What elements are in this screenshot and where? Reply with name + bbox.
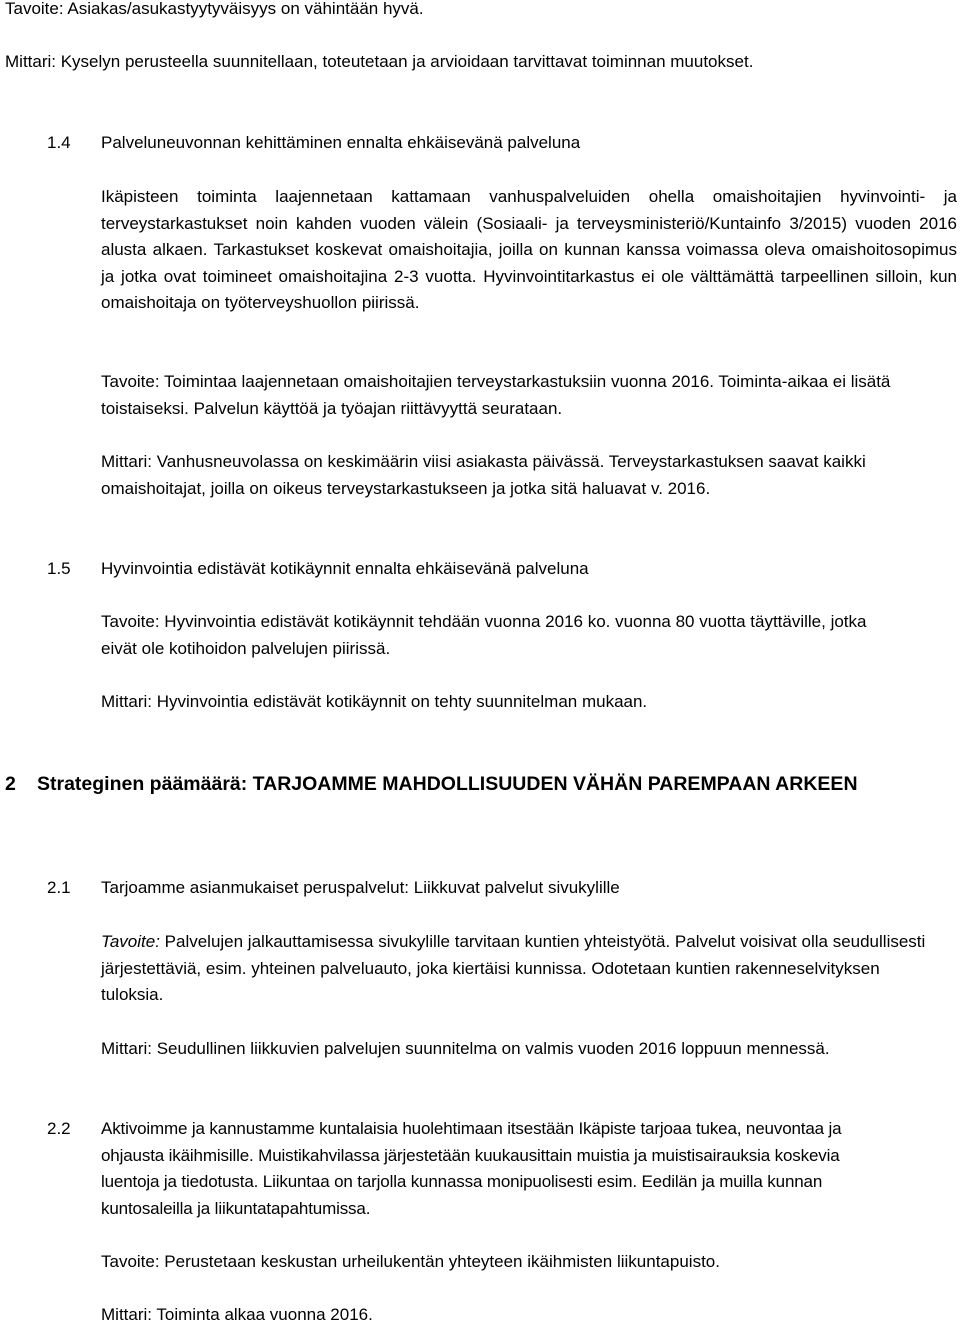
section-2-number: 2 — [5, 773, 16, 795]
top-tavoite: Tavoite: Asiakas/asukastyytyväisyys on vähintään hyvä. — [5, 0, 424, 18]
section-1-5-number: 1.5 — [47, 559, 71, 578]
section-2-2-mittari: Mittari: Toiminta alkaa vuonna 2016. — [101, 1305, 373, 1324]
section-2-2-number: 2.2 — [47, 1119, 71, 1138]
section-1-5-title: Hyvinvointia edistävät kotikäynnit ennalta ehkäisevänä palveluna — [101, 559, 589, 578]
section-1-5-tavoite: Tavoite: Hyvinvointia edistävät kotikäynnit tehdään vuonna 2016 ko. vuonna 80 vuotta täyttäville, jotka eivät ole kotihoidon palvelujen piirissä. — [101, 612, 867, 658]
section-1-4-body: Ikäpisteen toiminta laajennetaan kattamaan vanhuspalveluiden ohella omaishoitajien hyvinvointi- ja terveystarkastukset noin kahden vuoden välein (Sosiaali- ja terveysministeriö/Kuntainfo 3/2015) vuoden 2016 alusta alkaen. Tarkastukset koskevat omaishoitajia, joilla on kunnan kanssa voimassa oleva omaishoitosopimus ja jotka ovat toimineet omaishoitajina 2-3 vuotta. Hyvinvointitarkastus ei ole välttämättä tarpeellinen silloin, kun omaishoitaja on työterveyshuollon piirissä. — [101, 187, 957, 312]
tavoite-text: Palvelujen jalkauttamisessa sivukylille tarvitaan kuntien yhteistyötä. Palvelut voisivat olla seudullisesti järjestettäviä, esim. yhteinen palveluauto, joka kiertäisi kunnissa. Odotetaan kuntien rakenneselvityksen tuloksia. — [101, 932, 926, 1004]
section-1-5-mittari: Mittari: Hyvinvointia edistävät kotikäynnit on tehty suunnitelman mukaan. — [101, 692, 648, 711]
section-1-4-number: 1.4 — [47, 133, 71, 152]
top-mittari: Mittari: Kyselyn perusteella suunnitellaan, toteutetaan ja arvioidaan tarvittavat toiminnan muutokset. — [5, 52, 754, 71]
section-1-4-mittari: Mittari: Vanhusneuvolassa on keskimäärin viisi asiakasta päivässä. Terveystarkastuksen saavat kaikki omaishoitajat, joilla on oikeus terveystarkastukseen ja jotka sitä haluavat v. 2016. — [101, 452, 866, 498]
section-2-1-tavoite — [101, 929, 941, 1009]
section-1-4-tavoite: Tavoite: Toimintaa laajennetaan omaishoitajien terveystarkastuksiin vuonna 2016. Toiminta-aikaa ei lisätä toistaiseksi. Palvelun käyttöä ja työajan riittävyyttä seurataan. — [101, 372, 891, 418]
section-2-2-tavoite: Tavoite: Perustetaan keskustan urheilukentän yhteyteen ikäihmisten liikuntapuisto. — [101, 1252, 720, 1271]
section-2-1-number: 2.1 — [47, 878, 71, 897]
section-2-1-mittari: Mittari: Seudullinen liikkuvien palvelujen suunnitelma on valmis vuoden 2016 loppuun mennessä. — [101, 1039, 830, 1058]
tavoite-label: Tavoite: — [101, 932, 160, 951]
section-2-2-body: Aktivoimme ja kannustamme kuntalaisia huolehtimaan itsestään Ikäpiste tarjoaa tukea, neuvontaa ja ohjausta ikäihmisille. Muistikahvilassa järjestetään kuukausittain muistia ja muistisairauksia koskevia luentoja ja tiedotusta. Liikuntaa on tarjolla kunnassa monipuolisesti esim. Eedilän ja muilla kunnan kuntosaleilla ja liikuntatapahtumissa. — [101, 1119, 842, 1218]
section-2-title: Strateginen päämäärä: TARJOAMME MAHDOLLISUUDEN VÄHÄN PAREMPAAN ARKEEN — [37, 773, 858, 795]
section-1-4-title: Palveluneuvonnan kehittäminen ennalta ehkäisevänä palveluna — [101, 133, 581, 152]
section-2-1-title: Tarjoamme asianmukaiset peruspalvelut: Liikkuvat palvelut sivukylille — [101, 878, 620, 897]
